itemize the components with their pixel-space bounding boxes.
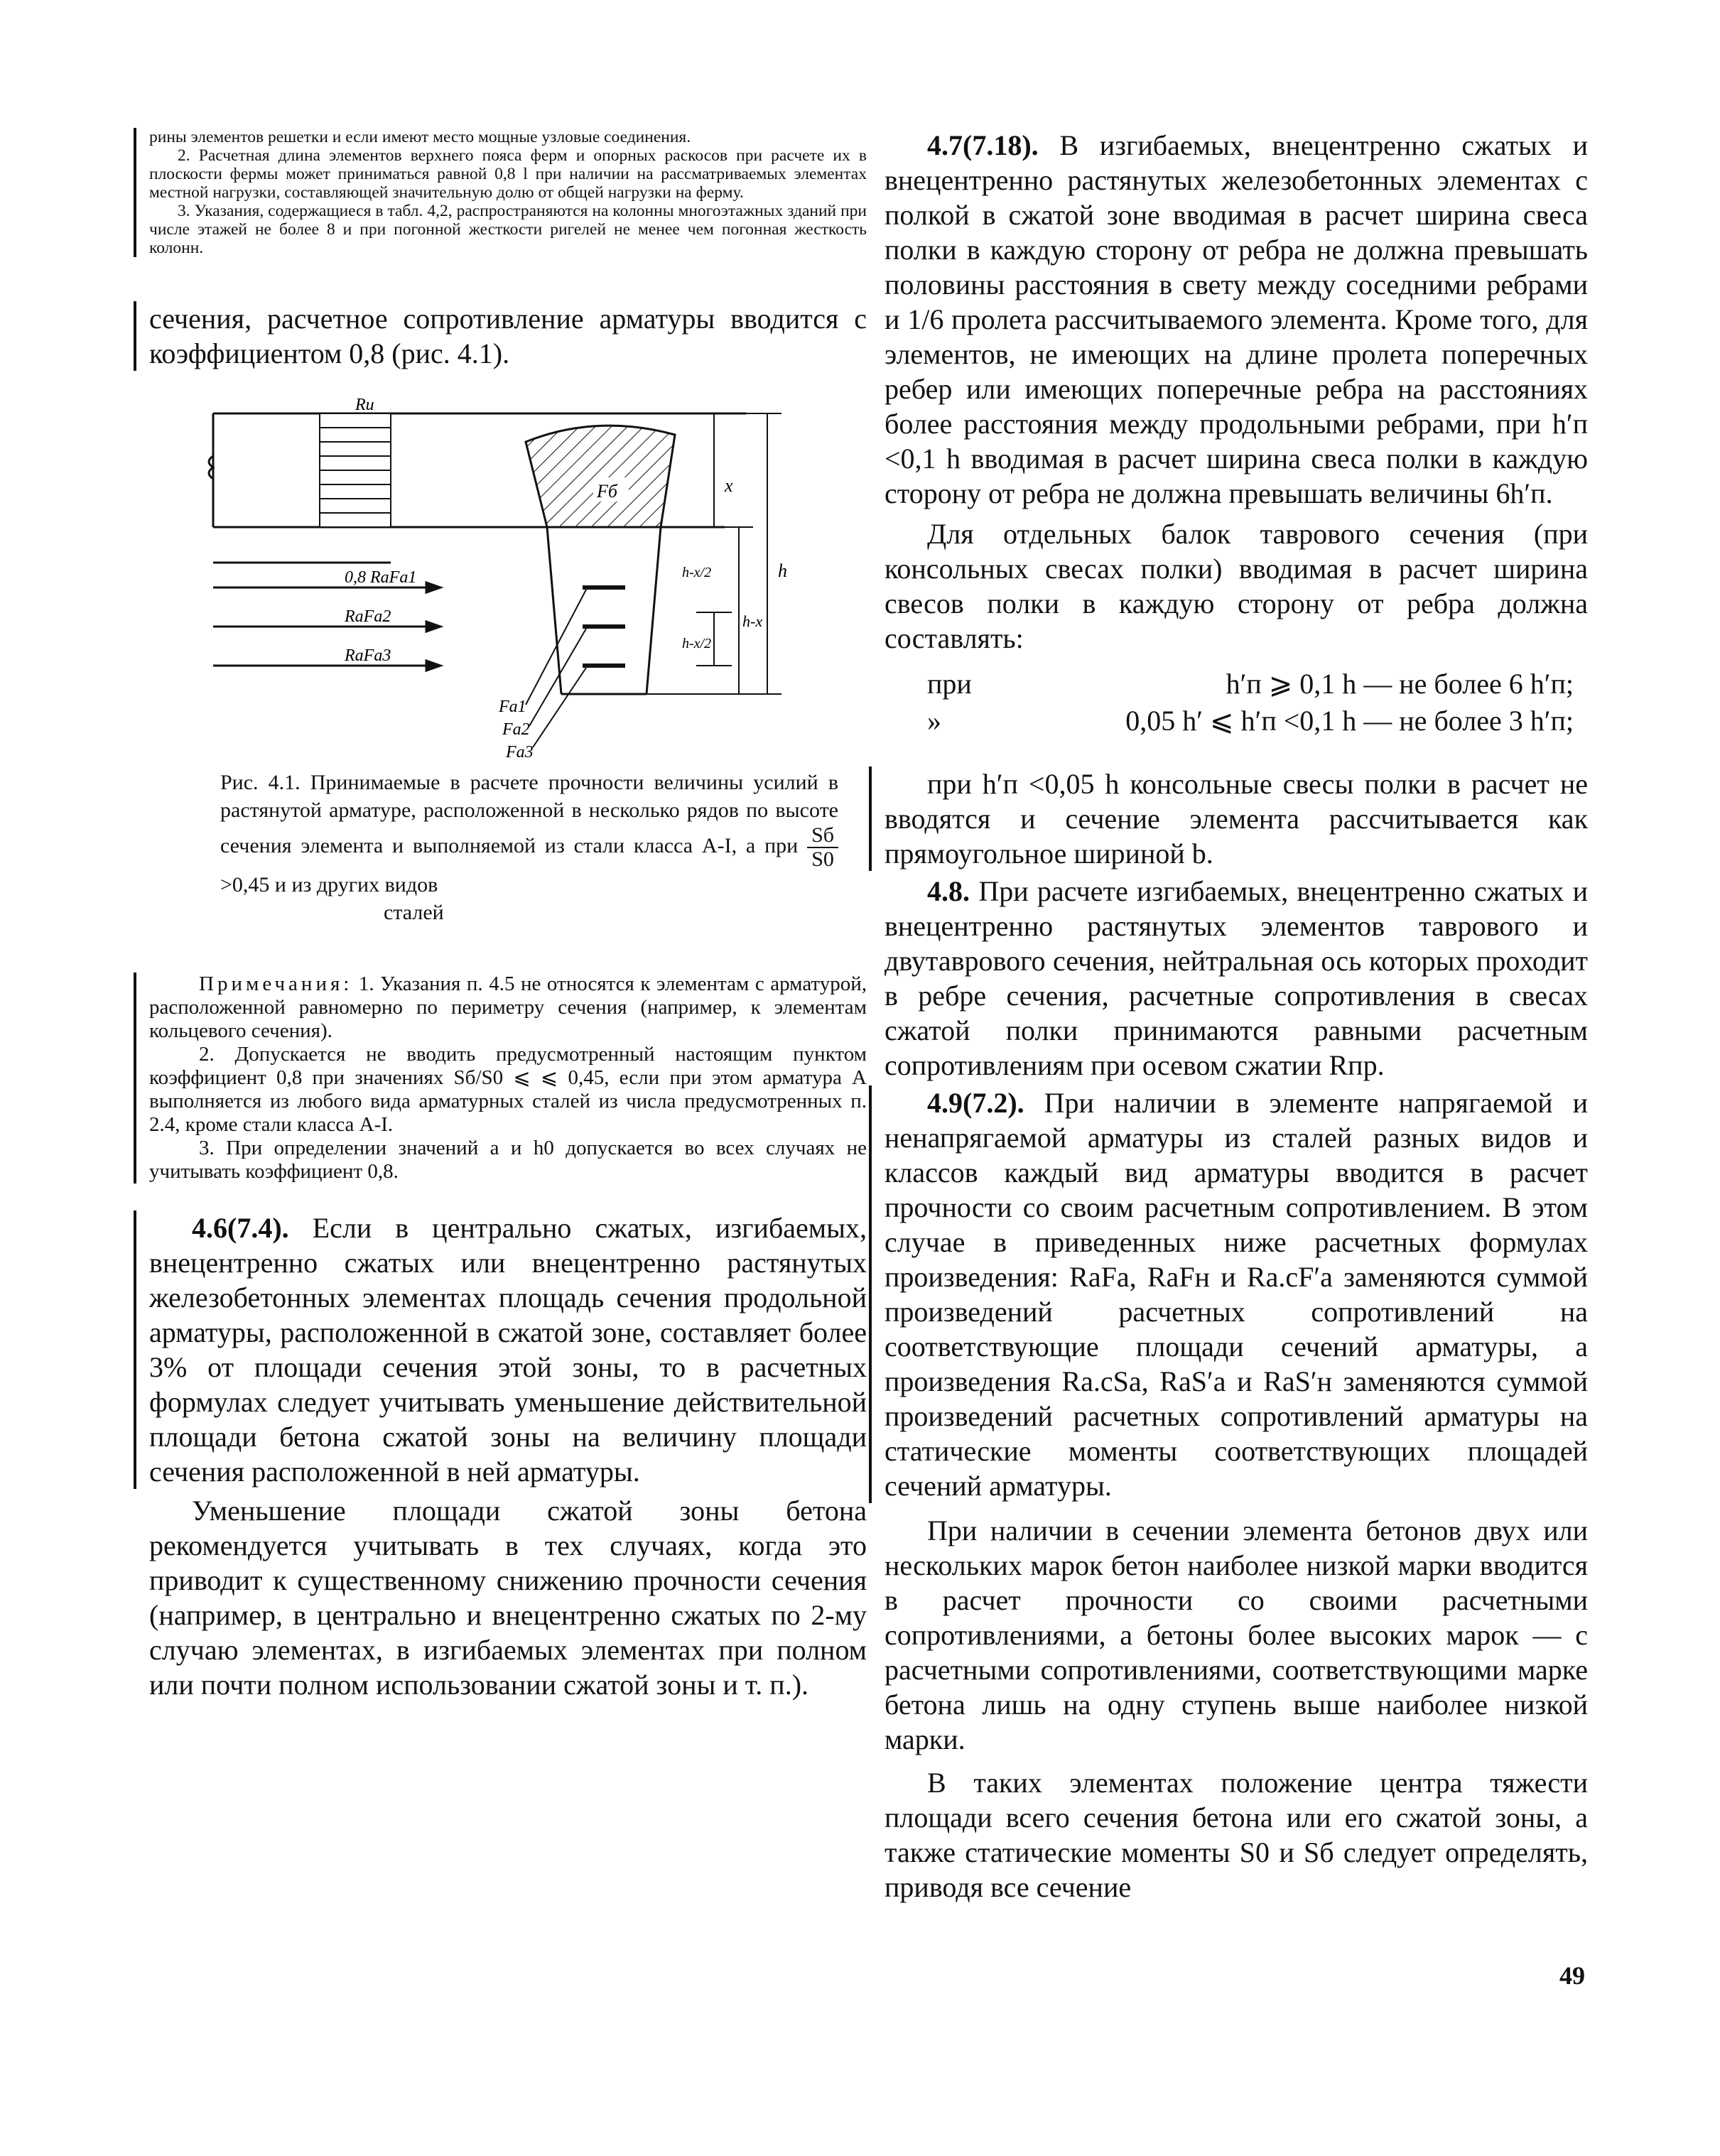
- p47-c: при h′п <0,05 h консольные свесы полки в расчет не вводятся и сечение элемента рассчитывается как прямоугольное шириной b.: [885, 768, 1588, 870]
- caption-frac-num: Sб: [807, 824, 838, 848]
- label-h: h: [778, 560, 787, 581]
- formula-1-expr: h′п ⩾ 0,1 h — не более 6 h′п;: [1226, 668, 1574, 700]
- caption-main: Рис. 4.1. Принимаемые в расчете прочности величины усилий в растянутой арматуре, расположенной в несколько рядов по высоте сечения элемента и выполняемой из стали класса А-I, а при: [220, 771, 838, 857]
- rebar-leaders: [526, 590, 586, 747]
- formula-2-cond: »: [927, 705, 941, 737]
- label-fa1: Fa1: [499, 698, 526, 716]
- web-right: [647, 527, 661, 694]
- p47-text: В изгибаемых, внецентренно сжатых и внецентренно растянутых железобетонных элементах с полкой в сжатой зоне вводимая в расчет ширина свеса полки в каждую сторону от ребра не должна превышать половины расстояния в свету между соседними ребрами и 1/6 пролета рассчитываемого элемента. Кроме того, для элементов, не имеющих на длине пролета поперечных ребер или имеющих поперечные ребра на расстояниях более расстояния между продольными ребрами, при h′п <0,1 h вводимая в расчет ширина свеса полки в каждую сторону от ребра не должна превышать величины 6h′п.: [885, 129, 1588, 509]
- formula-row-1: [885, 666, 1588, 703]
- p46-b: Уменьшение площади сжатой зоны бетона рекомендуется учитывать в тех случаях, когда это приводит к существенному снижению прочности сечения (например, в центрально и внецентренно сжатых по 2-му случаю элементах, в изгибаемых элементах при полном или почти полном использовании сжатой зоны и т. п.).: [149, 1495, 867, 1701]
- para-sechenia: сечения, расчетное сопротивление арматуры вводится с коэффициентом 0,8 (рис. 4.1).: [149, 303, 867, 369]
- label-hx2-bottom: h-x/2: [682, 636, 712, 651]
- label-fa2: Fa2: [502, 720, 530, 739]
- formula-block: [885, 666, 1588, 740]
- p49-c: В таких элементах положение центра тяжести площади всего сечения бетона или его сжатой зоны, а также статические моменты S0 и Sб следует определять, приводя все сечение: [885, 1767, 1588, 1903]
- p49-b: При наличии в сечении элемента бетонов двух или нескольких марок бетон наиболее низкой марки вводится в расчет прочности со своими расчетными сопротивлениями, а бетоны более высоких марок — с расчетными сопротивлениями, соответствующими марке бетона лишь на одну ступень выше наиболее низкой марки.: [885, 1515, 1588, 1755]
- formula-1-cond: при: [927, 668, 972, 700]
- formula-2-expr: 0,05 h′ ⩽ h′п <0,1 h — не более 3 h′п;: [1125, 705, 1574, 737]
- notes-1: 1. Указания п. 4.5 не относятся к элементам с арматурой, расположенной равномерно по периметру сечения (например, к элементам кольцевого сечения).: [149, 973, 867, 1042]
- notes-3: 3. При определении значений a и h0 допускается во всех случаях не учитывать коэффициент 0,8.: [149, 1137, 867, 1183]
- compressed-zone: [526, 426, 675, 527]
- label-force-1: 0,8 RaFa1: [345, 568, 417, 587]
- section-4-6: [134, 1210, 867, 1489]
- page-number: 49: [1559, 1961, 1585, 1990]
- notes-block: [134, 973, 867, 1183]
- notes-head: Примечания:: [199, 973, 353, 995]
- p49-text: При наличии в элементе напрягаемой и ненапрягаемой арматуры из сталей разных видов и классов каждый вид арматуры вводится в расчет прочности со своим расчетным сопротивлением. В этом случае в приведенных ниже расчетных формулах произведения: RaFa, RaFн и Rа.сF′a заменяются суммой произведений расчетных сопротивлений на соответствующие площади сечений арматуры, а произведения Rа.сSa, RaS′a и RaS′н заменяются суммой произведений расчетных сопротивлений арматуры на статические моменты соответствующих площадей сечений арматуры.: [885, 1087, 1589, 1502]
- p49-head: 4.9(7.2).: [927, 1087, 1024, 1119]
- top-note-2: 2. Расчетная длина элементов верхнего пояса ферм и опорных раскосов при расчете их в плоскости фермы может приниматься равной 0,8 l при наличии на рассматриваемых элементах местной нагрузки, составляющей значительную долю от общей нагрузки на ферму.: [149, 146, 867, 202]
- label-hx: h-x: [742, 612, 763, 630]
- top-note-1: рины элементов решетки и если имеют место мощные узловые соединения.: [149, 128, 691, 146]
- label-fa3: Fa3: [506, 743, 534, 762]
- formula-row-2: [885, 703, 1588, 740]
- caption-tail: >0,45 и из других видов: [220, 873, 438, 896]
- top-note-3: 3. Указания, содержащиеся в табл. 4,2, распространяются на колонны многоэтажных зданий при числе этажей не более 8 и при погонной жесткости ригелей не менее чем погонная жесткость колонн.: [149, 202, 867, 257]
- top-notes: [134, 128, 867, 257]
- p48-text: При расчете изгибаемых, внецентренно сжатых и внецентренно растянутых элементов таврового и двутаврового сечения, нейтральная ось которых проходит в ребре сечения, расчетные сопротивления в свесах сжатой полки принимаются равными расчетным сопротивлениям при осевом сжатии Rпр.: [885, 875, 1589, 1081]
- label-fb: Fб: [597, 481, 617, 502]
- caption-end: сталей: [384, 901, 444, 924]
- p47-b: Для отдельных балок таврового сечения (при консольных свесах полки) вводимая в расчет ширина свесов полки в каждую сторону от ребра должна составлять:: [885, 518, 1588, 654]
- p46-head: 4.6(7.4).: [192, 1212, 289, 1244]
- p47-head: 4.7(7.18).: [927, 129, 1039, 161]
- label-force-3: RaFa3: [345, 646, 391, 665]
- stress-block: [320, 413, 391, 527]
- section-4-9-b: [885, 1513, 1588, 1905]
- label-force-2: RaFa2: [345, 607, 391, 626]
- para-sechenia-block: [134, 301, 867, 371]
- label-x: x: [725, 475, 733, 496]
- caption-frac-den: S0: [811, 847, 834, 871]
- web-left: [547, 527, 561, 694]
- p48-head: 4.8.: [927, 875, 970, 907]
- section-4-7: [885, 128, 1588, 656]
- section-4-8: [885, 874, 1588, 1083]
- label-hx2-top: h-x/2: [682, 565, 712, 580]
- section-4-9: [869, 1085, 1588, 1503]
- label-ru: Rи: [355, 396, 374, 414]
- caption-fraction: [807, 824, 838, 871]
- notes-2: 2. Допускается не вводить предусмотренный настоящим пунктом коэффициент 0,8 при значениях Sб/S0 ⩽ ⩽ 0,45, если при этом арматура A выполняется из любого вида арматурных сталей из числа предусмотренных п. 2.4, кроме стали класса А-I.: [149, 1043, 867, 1136]
- section-4-6-b: [149, 1493, 867, 1702]
- section-4-7-c: [869, 766, 1588, 871]
- figure-4-1: [213, 396, 853, 762]
- p46-text: Если в центрально сжатых, изгибаемых, внецентренно сжатых или внецентренно растянутых железобетонных элементах площадь сечения продольной арматуры, расположенной в сжатой зоне, составляет более 3% от площади сечения этой зоны, то в расчетных формулах следует учитывать уменьшение действительной площади бетона сжатой зоны на величину площади сечения расположенной в ней арматуры.: [149, 1212, 867, 1488]
- left-column: [149, 128, 867, 1702]
- figure-caption: [220, 769, 838, 926]
- right-column: [885, 128, 1588, 1905]
